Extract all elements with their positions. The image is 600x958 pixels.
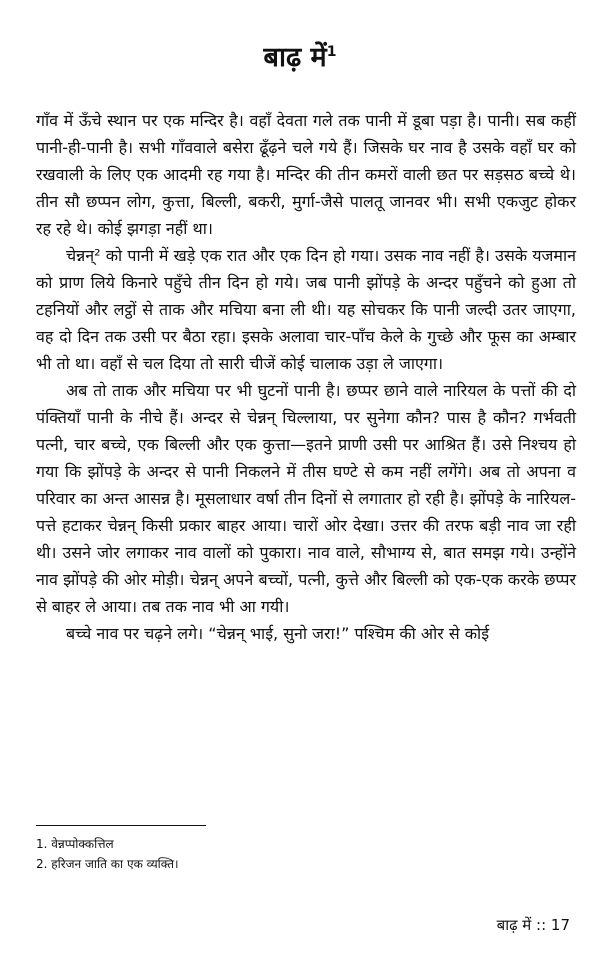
chapter-title-text: बाढ़ में (263, 42, 327, 74)
paragraph-1: गाँव में ऊँचे स्थान पर एक मन्दिर है। वहाँ देवता गले तक पानी में डूबा पड़ा है। पानी। सब कहीं पानी-ही-पानी है। सभी गाँववाले बसेरा ढूँढ़ने चले गये हैं। जिसके घर नाव है उसके वहाँ घर को रखवाली के लिए एक आदमी रह गया है। मन्दिर की तीन कमरों वाली छत पर सड़सठ बच्चे थे। तीन सौ छप्पन लोग, कुत्ता, बिल्ली, बकरी, मुर्गा-जैसे पालतू जानवर भी। सभी एकजुट होकर रह रहे थे। कोई झगड़ा नहीं था। (36, 111, 576, 238)
footnote-2: 2. हरिजन जाति का एक व्यक्ति। (36, 857, 179, 871)
paragraph-2: चेन्नन्² को पानी में खड़े एक रात और एक दिन हो गया। उसक नाव नहीं है। उसके यजमान को प्राण लिये किनारे पहुँचे तीन दिन हो गये। जब पानी झोंपड़े के अन्दर पहुँचने को हुआ तो टहनियों और लट्ठों से ताक और मचिया बना ली थी। यह सोचकर कि पानी जल्दी उतर जाएगा, वह दो दिन तक उसी पर बैठा रहा। इसके अलावा चार-पाँच केले के गुच्छे और फूस का अम्बार भी तो था। वहाँ से चल दिया तो सारी चीजें कोई चालाक उड़ा ले जाएगा। (36, 246, 576, 373)
footnote-1: 1. वेन्नप्पोक्कत्तिल (36, 837, 114, 851)
chapter-title (0, 40, 600, 76)
page-footer-running-head: बाढ़ में :: 17 (496, 916, 570, 934)
paragraph-4: बच्चे नाव पर चढ़ने लगे। “चेन्नन् भाई, सुनो जरा!” पश्चिम की ओर से कोई (66, 624, 490, 643)
body-text (36, 107, 576, 647)
footnotes (36, 834, 436, 874)
paragraph-3: अब तो ताक और मचिया पर भी घुटनों पानी है। छप्पर छाने वाले नारियल के पत्तों की दो पंक्तियाँ पानी के नीचे हैं। अन्दर से चेन्नन् चिल्लाया, पर सुनेगा कौन? पास है कौन? गर्भवती पत्नी, चार बच्चे, एक बिल्ली और एक कुत्ता—इतने प्राणी उसी पर आश्रित हैं। उसे निश्चय हो गया कि झोंपड़े के अन्दर से पानी निकलने में तीस घण्टे से कम नहीं लगेंगे। अब तो अपना व परिवार का अन्त आसन्न है। मूसलाधार वर्षा तीन दिनों से लगातार हो रही है। झोंपड़े के नारियल-पत्ते हटाकर चेन्नन् किसी प्रकार बाहर आया। चारों ओर देखा। उत्तर की तरफ बड़ी नाव जा रही थी। उसने जोर लगाकर नाव वालों को पुकारा। नाव वाले, सौभाग्य से, बात समझ गये। उन्होंने नाव झोंपड़े की ओर मोड़ी। चेन्नन् अपने बच्चों, पत्नी, कुत्ते और बिल्ली को एक-एक करके छप्पर से बाहर ले आया। तब तक नाव भी आ गयी। (36, 381, 576, 616)
title-footnote-marker: 1 (326, 44, 337, 61)
footnote-divider (36, 825, 206, 826)
